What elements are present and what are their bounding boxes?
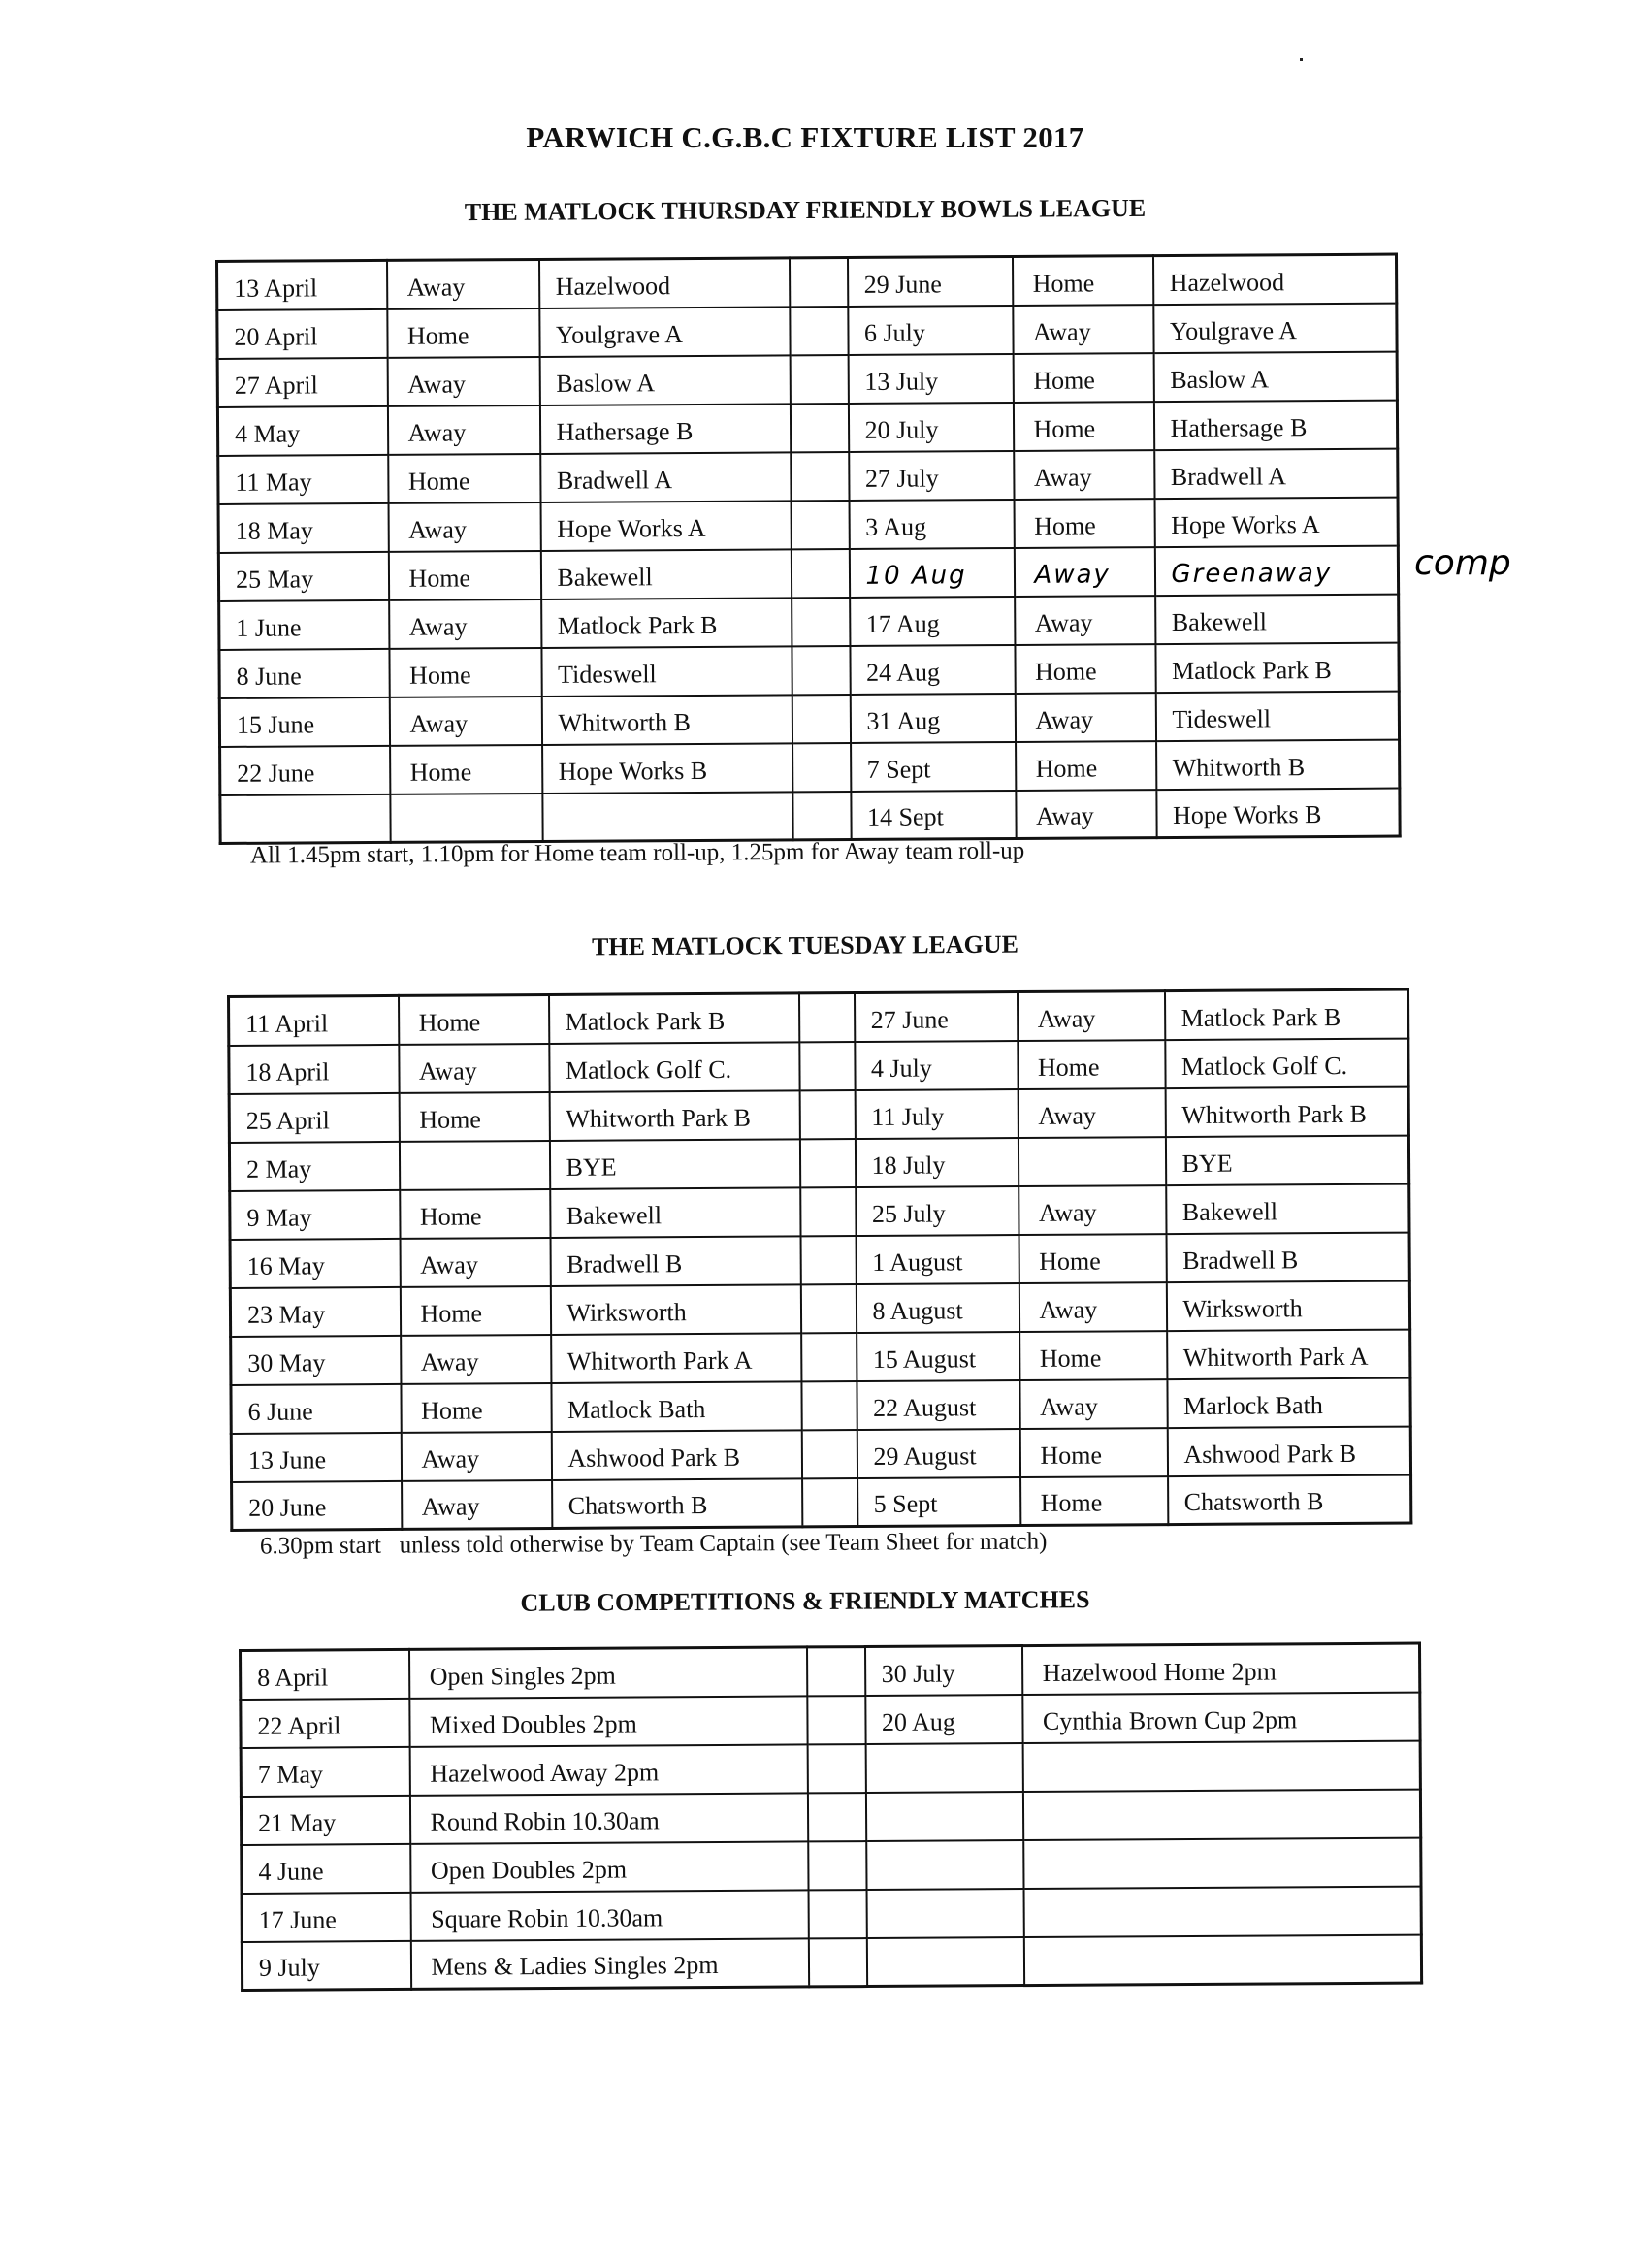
spacer-cell [808, 1938, 866, 1987]
spacer-cell [807, 1744, 865, 1793]
page-title: PARWICH C.G.B.C FIXTURE LIST 2017 [526, 120, 1084, 154]
fixture-venue: Home [387, 308, 539, 357]
spacer-cell [800, 1236, 856, 1284]
fixture-row [231, 1377, 1410, 1433]
fixture-date: 13 July [848, 353, 1013, 403]
fixture-opponent: Whitworth B [1156, 739, 1400, 790]
competition-event: Square Robin 10.30am [410, 1890, 808, 1941]
fixture-venue: Away [401, 1431, 551, 1480]
competition-row [241, 1789, 1420, 1844]
fixture-date: 18 May [218, 502, 388, 552]
fixture-date: 11 May [218, 454, 388, 503]
competition-date [866, 1889, 1023, 1938]
fixture-date: 8 August [856, 1283, 1018, 1333]
fixture-venue: Away [1013, 305, 1153, 354]
start-time-note: 6.30pm start [259, 1532, 382, 1560]
fixture-opponent: Matlock Golf C. [549, 1042, 799, 1092]
fixture-date: 27 July [849, 450, 1014, 500]
spacer-cell [790, 355, 848, 404]
competition-date: 22 April [241, 1698, 409, 1747]
tuesday-league-footnote [260, 1529, 1048, 1561]
competition-event: Round Robin 10.30am [409, 1793, 807, 1844]
fixture-opponent: Hazelwood [539, 258, 790, 308]
fixture-opponent: Hazelwood [1152, 254, 1396, 305]
fixture-venue: Home [400, 1188, 550, 1238]
thursday-league-heading: THE MATLOCK THURSDAY FRIENDLY BOWLS LEAGUE [464, 193, 1147, 227]
fixture-row [230, 1183, 1409, 1239]
fixture-row [231, 1426, 1410, 1481]
fixture-opponent: Matlock Golf C. [1165, 1038, 1408, 1088]
fixture-venue: Away [387, 405, 539, 454]
spacer-cell [801, 1333, 857, 1381]
fixture-venue: Away [389, 599, 541, 648]
fixture-venue: Home [1013, 353, 1153, 403]
fixture-venue: Home [1012, 256, 1152, 306]
fixture-venue: Away [1015, 596, 1155, 645]
competition-row [242, 1934, 1421, 1990]
fixture-venue [1018, 1137, 1165, 1186]
fixture-opponent: Bradwell A [540, 452, 791, 502]
spacer-cell [792, 646, 850, 695]
fixture-venue: Away [1017, 991, 1164, 1041]
competition-date: 9 July [242, 1940, 410, 1990]
fixture-date: 17 Aug [850, 596, 1015, 645]
competition-date: 4 June [242, 1843, 410, 1893]
competition-date: 20 Aug [865, 1695, 1022, 1744]
spacer-cell [799, 1090, 855, 1139]
thursday-league-table [215, 253, 1402, 845]
competition-event: Hazelwood Away 2pm [409, 1744, 807, 1796]
fixture-opponent: Bradwell A [1154, 448, 1398, 499]
spacer-cell [802, 1478, 857, 1527]
fixture-date [220, 794, 390, 843]
competition-date [865, 1743, 1022, 1793]
competition-date [865, 1792, 1022, 1841]
spacer-cell [792, 792, 851, 840]
fixture-opponent: Matlock Park B [1155, 642, 1399, 693]
fixture-date: 25 July [856, 1186, 1018, 1236]
fixture-opponent: Whitworth Park B [549, 1090, 799, 1141]
fixture-date: 31 Aug [850, 693, 1015, 742]
spacer-cell [801, 1430, 857, 1478]
fixture-venue: Home [1018, 1234, 1166, 1283]
fixture-venue: Home [399, 994, 549, 1044]
fixture-opponent: Hope Works B [1156, 788, 1400, 838]
fixture-date: 29 June [847, 256, 1012, 306]
fixture-date: 15 June [219, 697, 389, 746]
fixture-venue: Home [388, 550, 540, 599]
competition-date: 21 May [241, 1795, 409, 1844]
scan-speck [1300, 58, 1303, 61]
spacer-cell [799, 1139, 855, 1187]
fixture-date: 4 May [217, 405, 387, 455]
fixture-date: 23 May [230, 1286, 400, 1336]
competition-row [242, 1886, 1421, 1941]
competition-event: Hazelwood Home 2pm [1021, 1643, 1419, 1695]
fixture-venue: Away [400, 1237, 550, 1286]
fixture-venue: Away [399, 1043, 549, 1092]
fixture-opponent: Chatsworth B [552, 1478, 802, 1529]
fixture-row [217, 303, 1397, 358]
fixture-opponent: Whitworth Park A [551, 1333, 801, 1383]
fixture-opponent: Wirksworth [1166, 1280, 1409, 1331]
fixture-date: 1 June [219, 599, 389, 649]
fixture-opponent: Ashwood Park B [551, 1430, 801, 1480]
competition-event [1023, 1837, 1421, 1889]
competition-event: Open Singles 2pm [409, 1647, 807, 1699]
fixture-venue: Home [1013, 402, 1153, 451]
fixture-opponent: Baslow A [539, 355, 790, 405]
fixture-venue: Home [1019, 1331, 1167, 1380]
fixture-date: 2 May [229, 1141, 399, 1190]
fixture-venue [399, 1140, 549, 1189]
competition-event: Mens & Ladies Singles 2pm [410, 1938, 808, 1990]
fixture-opponent: Baslow A [1153, 351, 1397, 402]
fixture-venue: Away [389, 696, 541, 745]
competition-row [241, 1643, 1420, 1699]
fixture-venue: Away [388, 502, 540, 551]
fixture-date: 1 August [856, 1235, 1018, 1284]
competition-event [1022, 1740, 1420, 1792]
fixture-venue: Away [387, 356, 539, 405]
fixture-opponent: Hathersage B [1153, 400, 1397, 450]
fixture-venue: Home [399, 1091, 549, 1141]
fixture-venue: Home [1018, 1040, 1165, 1089]
spacer-cell [798, 993, 854, 1042]
fixture-venue: Away [1014, 547, 1154, 597]
spacer-cell [800, 1187, 856, 1236]
fixture-date: 22 June [220, 745, 390, 794]
fixture-date: 18 July [855, 1138, 1018, 1187]
fixture-row [229, 1038, 1408, 1093]
fixture-opponent: Whitworth Park A [1167, 1329, 1410, 1379]
fixture-opponent: Matlock Park B [541, 598, 792, 648]
fixture-date: 24 Aug [850, 644, 1015, 694]
fixture-date: 10 Aug [849, 547, 1014, 597]
fixture-date: 22 August [857, 1380, 1019, 1430]
fixture-row [218, 545, 1398, 600]
fixture-date: 9 May [230, 1189, 400, 1239]
fixture-row [217, 351, 1397, 406]
fixture-venue: Home [1016, 741, 1156, 791]
competition-event: Cynthia Brown Cup 2pm [1022, 1692, 1420, 1743]
fixture-opponent: Bakewell [1166, 1183, 1409, 1234]
fixture-venue: Home [1020, 1476, 1168, 1526]
fixture-date: 30 May [231, 1335, 401, 1384]
competition-date [866, 1840, 1023, 1890]
fixture-row [219, 594, 1399, 649]
fixture-opponent: Marlock Bath [1167, 1377, 1410, 1428]
competition-date: 17 June [242, 1892, 410, 1941]
fixture-opponent: BYE [549, 1139, 799, 1189]
fixture-venue: Away [402, 1479, 552, 1529]
fixture-row [217, 254, 1397, 309]
fixture-venue: Away [1016, 790, 1156, 839]
fixture-opponent: Tideswell [1155, 691, 1399, 741]
fixture-venue: Away [1019, 1379, 1167, 1429]
fixture-opponent: BYE [1165, 1135, 1408, 1185]
competition-row [241, 1692, 1420, 1747]
fixture-date: 6 July [848, 305, 1013, 354]
thursday-league-footnote: All 1.45pm start, 1.10pm for Home team roll-up, 1.25pm for Away team roll-up [249, 837, 1025, 869]
fixture-venue: Away [401, 1334, 551, 1383]
fixture-venue: Home [389, 647, 541, 697]
fixture-date: 29 August [857, 1429, 1019, 1478]
fixture-row [230, 1232, 1409, 1287]
spacer-cell [801, 1381, 857, 1430]
fixture-opponent: Wirksworth [550, 1284, 800, 1335]
fixture-venue: Away [387, 259, 539, 308]
fixture-date: 4 July [855, 1041, 1018, 1090]
spacer-cell [792, 743, 851, 792]
fixture-venue [390, 793, 542, 842]
fixture-opponent: Youlgrave A [539, 307, 790, 357]
spacer-cell [790, 404, 848, 452]
competition-date: 8 April [241, 1649, 409, 1699]
spacer-cell [806, 1647, 864, 1696]
fixture-venue: Home [390, 744, 542, 794]
competition-event [1023, 1934, 1421, 1986]
fixture-venue: Home [400, 1285, 550, 1335]
fixture-row [220, 788, 1400, 843]
spacer-cell [800, 1284, 856, 1333]
competition-event: Mixed Doubles 2pm [409, 1696, 807, 1747]
fixture-opponent [542, 792, 792, 842]
spacer-cell [791, 452, 849, 501]
fixture-venue: Home [1019, 1428, 1167, 1477]
fixture-row [219, 642, 1399, 697]
club-competitions-table [239, 1642, 1423, 1992]
fixture-opponent: Matlock Park B [549, 993, 799, 1044]
fixture-date: 11 July [855, 1089, 1018, 1139]
club-competitions-heading: CLUB COMPETITIONS & FRIENDLY MATCHES [520, 1585, 1090, 1617]
fixture-date: 3 Aug [849, 499, 1014, 548]
spacer-cell [807, 1793, 865, 1841]
fixture-date: 14 Sept [851, 790, 1016, 839]
spacer-cell [808, 1890, 866, 1938]
spacer-cell [792, 695, 850, 743]
competition-event [1023, 1886, 1421, 1937]
fixture-venue: Home [1015, 644, 1155, 694]
captain-note: unless told otherwise by Team Captain (see Team Sheet for match) [399, 1528, 1048, 1559]
fixture-row [229, 989, 1408, 1045]
fixture-row [218, 448, 1398, 503]
competition-row [242, 1837, 1421, 1893]
competition-date: 30 July [864, 1646, 1021, 1696]
fixture-row [229, 1086, 1408, 1142]
fixture-opponent: Bakewell [1155, 594, 1399, 644]
fixture-row [217, 400, 1397, 455]
competition-date [866, 1937, 1023, 1987]
fixture-date: 15 August [857, 1332, 1019, 1381]
fixture-date: 13 April [217, 260, 387, 309]
fixture-date: 20 July [848, 402, 1013, 451]
spacer-cell [789, 258, 847, 307]
spacer-cell [807, 1696, 865, 1744]
fixture-venue: Home [401, 1382, 551, 1432]
fixture-date: 6 June [231, 1383, 401, 1433]
fixture-opponent: Tideswell [541, 646, 792, 697]
fixture-opponent: Youlgrave A [1153, 303, 1397, 353]
fixture-venue: Home [388, 453, 540, 502]
fixture-opponent: Bradwell B [1166, 1232, 1409, 1282]
fixture-date: 27 June [854, 992, 1017, 1042]
fixture-opponent: Matlock Bath [551, 1381, 801, 1432]
fixture-opponent: Greenaway [1154, 545, 1398, 596]
spacer-cell [790, 307, 848, 355]
fixture-date: 8 June [219, 648, 389, 697]
spacer-cell [791, 501, 849, 549]
fixture-row [230, 1280, 1409, 1336]
fixture-opponent: Matlock Park B [1164, 989, 1407, 1040]
spacer-cell [791, 549, 849, 598]
fixture-opponent: Hope Works A [540, 501, 791, 551]
fixture-opponent: Whitworth Park B [1165, 1086, 1408, 1137]
competition-event [1022, 1789, 1420, 1840]
fixture-row [218, 497, 1398, 552]
fixture-opponent: Bakewell [550, 1187, 800, 1238]
fixture-venue: Away [1014, 450, 1154, 500]
fixture-row [232, 1474, 1411, 1530]
fixture-opponent: Hope Works B [542, 743, 792, 794]
fixture-row [231, 1329, 1410, 1384]
fixture-date: 18 April [229, 1044, 399, 1093]
fixture-venue: Away [1018, 1088, 1165, 1138]
fixture-row [220, 739, 1400, 794]
fixture-opponent: Hathersage B [539, 404, 790, 454]
spacer-cell [792, 598, 850, 646]
fixture-opponent: Bakewell [540, 549, 791, 599]
fixture-date: 27 April [217, 357, 387, 406]
competition-event: Open Doubles 2pm [410, 1841, 808, 1893]
fixture-opponent: Hope Works A [1154, 497, 1398, 547]
fixture-date: 7 Sept [851, 741, 1016, 791]
fixture-date: 25 April [229, 1092, 399, 1142]
fixture-opponent: Ashwood Park B [1167, 1426, 1410, 1476]
fixture-row [229, 1135, 1408, 1190]
fixture-venue: Away [1018, 1185, 1166, 1235]
fixture-venue: Away [1015, 693, 1155, 742]
spacer-cell [799, 1042, 855, 1090]
fixture-date: 13 June [231, 1432, 401, 1481]
fixture-date: 16 May [230, 1238, 400, 1287]
fixture-opponent: Chatsworth B [1168, 1474, 1411, 1525]
fixture-date: 11 April [229, 995, 399, 1045]
spacer-cell [808, 1841, 866, 1890]
handwritten-comp-note: comp [1414, 543, 1511, 583]
fixture-date: 20 April [217, 308, 387, 358]
competition-row [241, 1740, 1420, 1796]
fixture-date: 20 June [232, 1480, 402, 1530]
tuesday-league-heading: THE MATLOCK TUESDAY LEAGUE [591, 929, 1019, 961]
fixture-opponent: Whitworth B [541, 695, 792, 745]
competition-date: 7 May [241, 1746, 409, 1796]
tuesday-league-table [227, 988, 1412, 1532]
fixture-venue: Away [1018, 1282, 1166, 1332]
fixture-opponent: Bradwell B [550, 1236, 800, 1286]
fixture-date: 5 Sept [857, 1477, 1020, 1527]
fixture-venue: Home [1014, 499, 1154, 548]
fixture-row [219, 691, 1399, 746]
fixture-date: 25 May [218, 551, 388, 600]
